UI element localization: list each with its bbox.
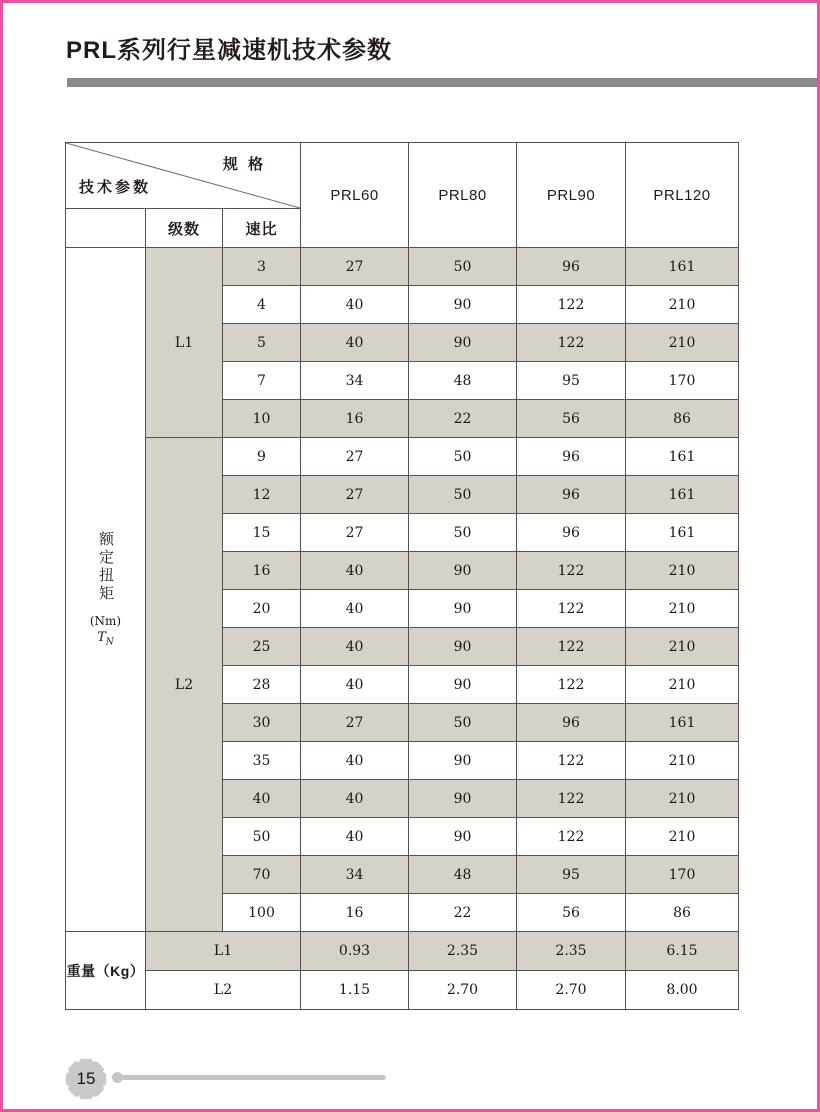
- value-cell: 96: [517, 476, 626, 514]
- ratio-cell: 5: [223, 324, 301, 362]
- value-cell: 22: [409, 894, 517, 932]
- value-cell: 40: [301, 286, 409, 324]
- value-cell: 40: [301, 628, 409, 666]
- value-cell: 210: [626, 818, 739, 856]
- torque-label-vertical: 额定扭矩: [97, 531, 115, 604]
- value-cell: 8.00: [626, 971, 739, 1010]
- value-cell: 27: [301, 476, 409, 514]
- page-number-badge: [61, 1054, 111, 1104]
- value-cell: 210: [626, 628, 739, 666]
- value-cell: 161: [626, 248, 739, 286]
- ratio-cell: 30: [223, 704, 301, 742]
- value-cell: 210: [626, 780, 739, 818]
- stage-group-cell: L2: [146, 438, 223, 932]
- ratio-cell: 40: [223, 780, 301, 818]
- value-cell: 90: [409, 742, 517, 780]
- ratio-cell: 50: [223, 818, 301, 856]
- ratio-cell: 4: [223, 286, 301, 324]
- value-cell: 90: [409, 666, 517, 704]
- value-cell: 50: [409, 248, 517, 286]
- value-cell: 122: [517, 286, 626, 324]
- value-cell: 27: [301, 438, 409, 476]
- value-cell: 90: [409, 286, 517, 324]
- value-cell: 40: [301, 780, 409, 818]
- value-cell: 48: [409, 856, 517, 894]
- value-cell: 90: [409, 818, 517, 856]
- value-cell: 90: [409, 628, 517, 666]
- diagonal-header-cell: [66, 143, 301, 209]
- ratio-cell: 9: [223, 438, 301, 476]
- ratio-cell: 15: [223, 514, 301, 552]
- value-cell: 27: [301, 248, 409, 286]
- value-cell: 95: [517, 362, 626, 400]
- ratio-cell: 7: [223, 362, 301, 400]
- value-cell: 122: [517, 590, 626, 628]
- value-cell: 96: [517, 704, 626, 742]
- value-cell: 122: [517, 552, 626, 590]
- value-cell: 2.35: [409, 932, 517, 971]
- value-cell: 22: [409, 400, 517, 438]
- value-cell: 122: [517, 818, 626, 856]
- value-cell: 96: [517, 514, 626, 552]
- value-cell: 40: [301, 324, 409, 362]
- value-cell: 210: [626, 742, 739, 780]
- ratio-cell: 12: [223, 476, 301, 514]
- spec-table: [65, 142, 739, 1010]
- ratio-cell: 16: [223, 552, 301, 590]
- footer-line: [120, 1075, 386, 1080]
- value-cell: 16: [301, 894, 409, 932]
- ratio-cell: 28: [223, 666, 301, 704]
- value-cell: 161: [626, 438, 739, 476]
- value-cell: 48: [409, 362, 517, 400]
- value-cell: 27: [301, 704, 409, 742]
- ratio-cell: 10: [223, 400, 301, 438]
- value-cell: 2.70: [517, 971, 626, 1010]
- value-cell: 122: [517, 324, 626, 362]
- value-cell: 122: [517, 780, 626, 818]
- value-cell: 210: [626, 552, 739, 590]
- weight-stage-cell: L1: [146, 932, 301, 971]
- ratio-cell: 3: [223, 248, 301, 286]
- ratio-header: 速比: [223, 209, 301, 248]
- spec-row: [66, 248, 739, 286]
- ratio-cell: 35: [223, 742, 301, 780]
- value-cell: 56: [517, 400, 626, 438]
- value-cell: 161: [626, 514, 739, 552]
- value-cell: 122: [517, 628, 626, 666]
- weight-row: [66, 971, 739, 1010]
- weight-label-cell: 重量（Kg）: [66, 932, 146, 1010]
- value-cell: 50: [409, 514, 517, 552]
- spec-table-body: [66, 248, 739, 1010]
- value-cell: 86: [626, 400, 739, 438]
- value-cell: 40: [301, 742, 409, 780]
- ratio-cell: 100: [223, 894, 301, 932]
- column-header-prl90: PRL90: [517, 143, 626, 248]
- column-header-prl120: PRL120: [626, 143, 739, 248]
- spec-axis-label: 规 格: [222, 156, 267, 173]
- value-cell: 90: [409, 780, 517, 818]
- value-cell: 40: [301, 552, 409, 590]
- value-cell: 161: [626, 704, 739, 742]
- header-row-1: [66, 143, 739, 209]
- value-cell: 95: [517, 856, 626, 894]
- value-cell: 122: [517, 742, 626, 780]
- value-cell: 34: [301, 856, 409, 894]
- value-cell: 90: [409, 552, 517, 590]
- title-rule: [67, 78, 817, 87]
- value-cell: 16: [301, 400, 409, 438]
- value-cell: 40: [301, 818, 409, 856]
- value-cell: 2.35: [517, 932, 626, 971]
- value-cell: 86: [626, 894, 739, 932]
- value-cell: 122: [517, 666, 626, 704]
- column-header-prl60: PRL60: [301, 143, 409, 248]
- value-cell: 90: [409, 590, 517, 628]
- value-cell: 40: [301, 666, 409, 704]
- value-cell: 170: [626, 856, 739, 894]
- value-cell: 210: [626, 324, 739, 362]
- stage-group-cell: L1: [146, 248, 223, 438]
- value-cell: 90: [409, 324, 517, 362]
- value-cell: 96: [517, 248, 626, 286]
- value-cell: 50: [409, 704, 517, 742]
- value-cell: 210: [626, 286, 739, 324]
- param-axis-label: 技术参数: [79, 179, 152, 196]
- stage-header: 级数: [146, 209, 223, 248]
- torque-label-cell: [66, 248, 146, 932]
- value-cell: 96: [517, 438, 626, 476]
- value-cell: 210: [626, 590, 739, 628]
- value-cell: 170: [626, 362, 739, 400]
- spec-row: [66, 438, 739, 476]
- value-cell: 0.93: [301, 932, 409, 971]
- column-header-prl80: PRL80: [409, 143, 517, 248]
- value-cell: 6.15: [626, 932, 739, 971]
- value-cell: 50: [409, 438, 517, 476]
- value-cell: 1.15: [301, 971, 409, 1010]
- weight-row: [66, 932, 739, 971]
- weight-stage-cell: L2: [146, 971, 301, 1010]
- value-cell: 210: [626, 666, 739, 704]
- value-cell: 40: [301, 590, 409, 628]
- value-cell: 27: [301, 514, 409, 552]
- value-cell: 34: [301, 362, 409, 400]
- torque-unit: (Nm): [89, 614, 122, 629]
- page-title: PRL系列行星减速机技术参数: [66, 37, 392, 64]
- ratio-cell: 25: [223, 628, 301, 666]
- ratio-cell: 70: [223, 856, 301, 894]
- value-cell: 50: [409, 476, 517, 514]
- value-cell: 56: [517, 894, 626, 932]
- ratio-cell: 20: [223, 590, 301, 628]
- value-cell: 2.70: [409, 971, 517, 1010]
- torque-symbol: $T_N$: [97, 630, 114, 648]
- value-cell: 161: [626, 476, 739, 514]
- blank-header-cell: [66, 209, 146, 248]
- page-number: 15: [76, 1069, 96, 1088]
